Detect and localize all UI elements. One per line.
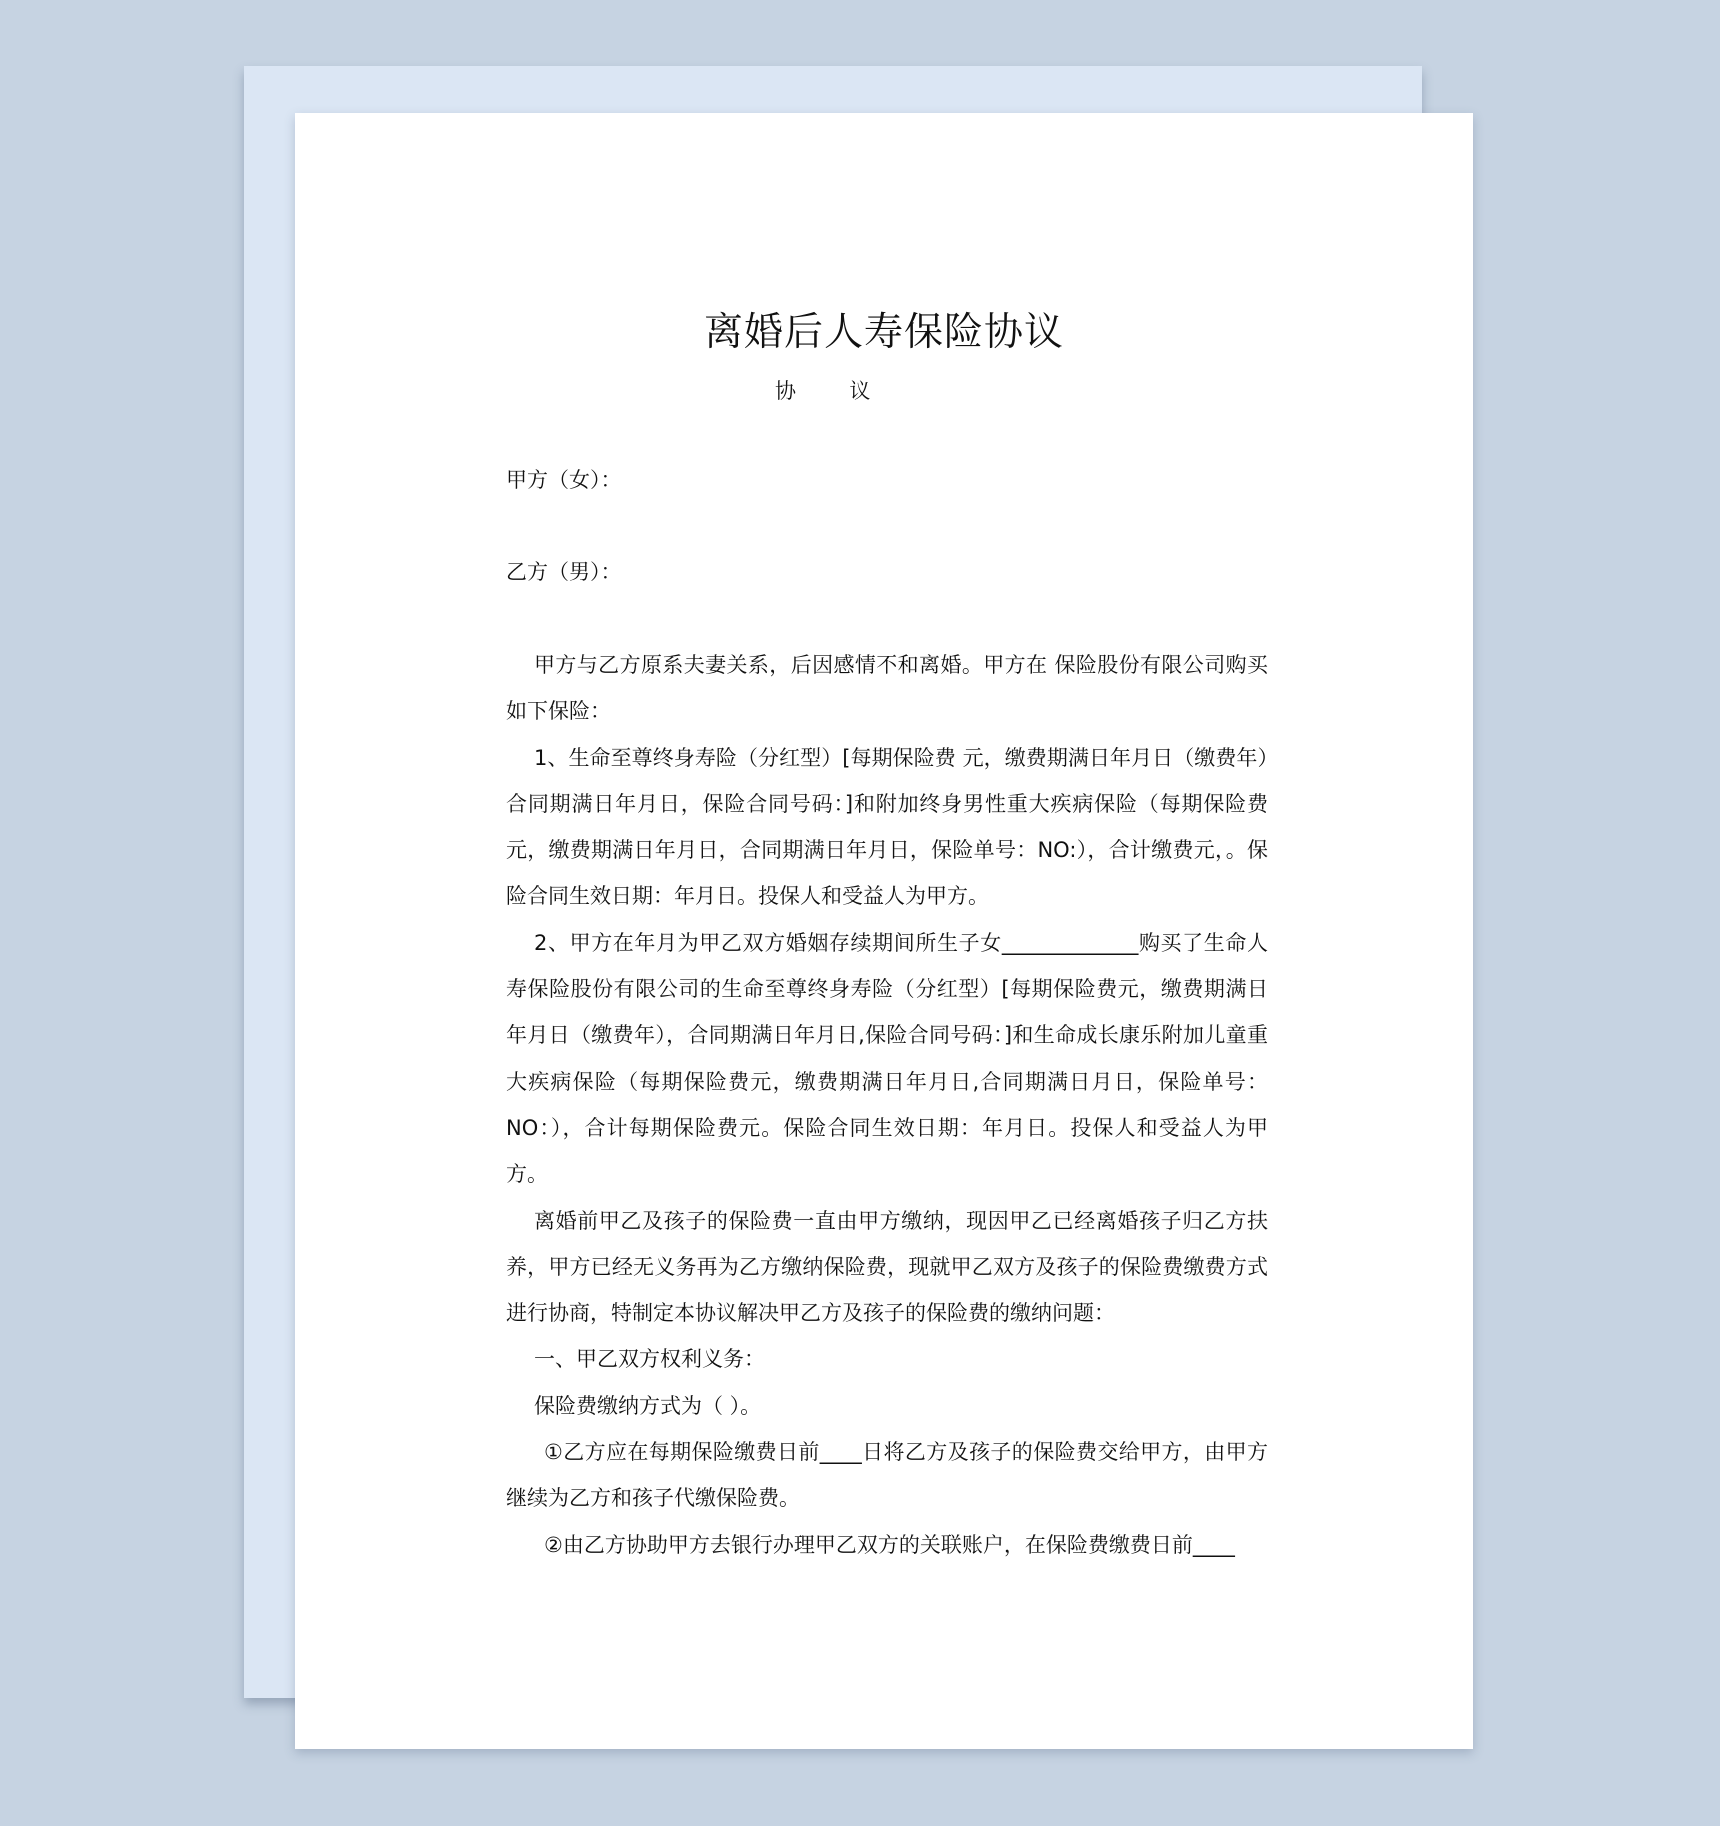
option-2-paragraph: ②由乙方协助甲方去银行办理甲乙双方的关联账户，在保险费缴费日前____	[544, 1532, 1235, 1557]
document-title: 离婚后人寿保险协议	[703, 310, 1064, 355]
clause-2-paragraph: 2、甲方在年月为甲乙双方婚姻存续期间所生子女_____________购买了生命人寿保险股份有限公司的生命至尊终身寿险（分红型）[每期保险费元，缴费期满日年月日（缴费年），合同期满日年月日,保险合同号码：]和生命成长康乐附加儿童重大疾病保险（每期保险费元，缴费期满日年月日,合同期满日月日，保险单号：NO：），合计每期保险费元。保险合同生效日期：年月日。投保人和受益人为甲方。	[506, 930, 1268, 1187]
document-subtitle: 协 议	[775, 379, 871, 403]
payment-method-paragraph: 保险费缴纳方式为（ ）。	[534, 1393, 762, 1418]
party-b-label: 乙方（男）：	[506, 560, 622, 584]
agreement-body	[506, 642, 1268, 1568]
document-page	[295, 113, 1473, 1749]
section-heading-rights: 一、甲乙双方权利义务：	[534, 1347, 765, 1372]
party-a-label: 甲方（女）：	[506, 468, 622, 492]
clause-1-paragraph: 1、生命至尊终身寿险（分红型）[每期保险费 元，缴费期满日年月日（缴费年）合同期满日年月日，保险合同号码：]和附加终身男性重大疾病保险（每期保险费元，缴费期满日年月日，合同期满日年月日，保险单号：NO:），合计缴费元，。保险合同生效日期：年月日。投保人和受益人为甲方。	[506, 745, 1268, 909]
intro-paragraph: 甲方与乙方原系夫妻关系，后因感情不和离婚。甲方在 保险股份有限公司购买如下保险：	[506, 653, 1268, 724]
option-1-paragraph: ①乙方应在每期保险缴费日前____日将乙方及孩子的保险费交给甲方，由甲方继续为乙方和孩子代缴保险费。	[506, 1440, 1268, 1511]
background-paragraph: 离婚前甲乙及孩子的保险费一直由甲方缴纳，现因甲乙已经离婚孩子归乙方扶养，甲方已经无义务再为乙方缴纳保险费，现就甲乙双方及孩子的保险费缴费方式进行协商，特制定本协议解决甲乙方及孩子的保险费的缴纳问题：	[506, 1208, 1268, 1326]
